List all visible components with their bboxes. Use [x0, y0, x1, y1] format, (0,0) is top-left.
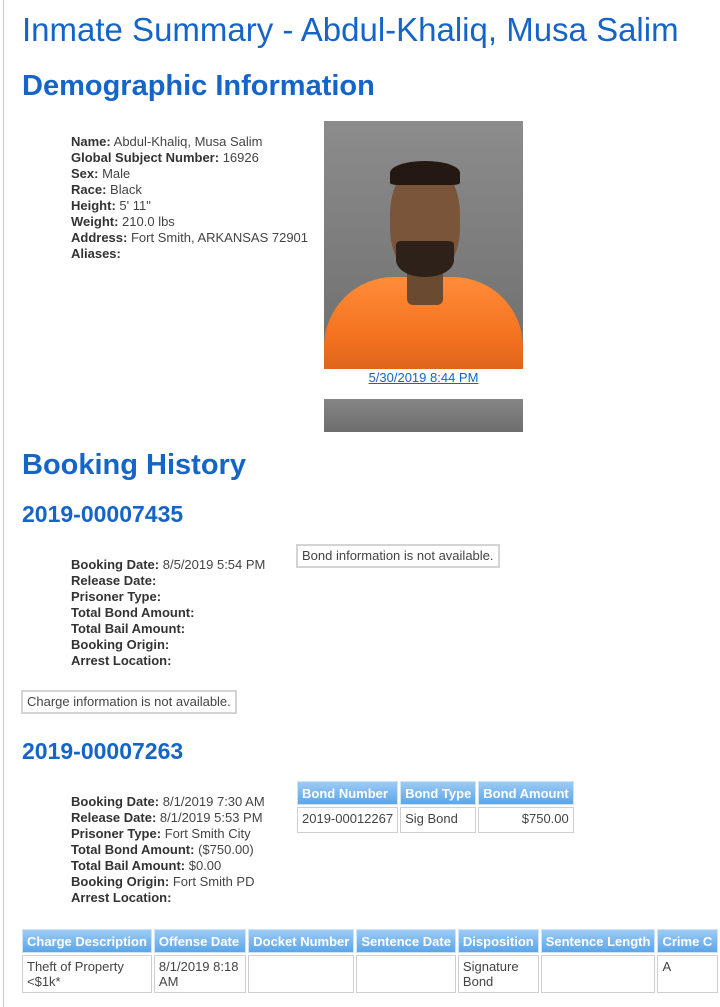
charge-notice: Charge information is not available. [21, 690, 237, 714]
release-date-row: Release Date: 8/1/2019 5:53 PM [71, 810, 263, 825]
offense-date-cell: 8/1/2019 8:18 AM [154, 955, 246, 993]
total-bond-row: Total Bond Amount: [71, 605, 195, 620]
col-bond-amount[interactable]: Bond Amount [478, 781, 573, 805]
table-row [22, 955, 718, 993]
col-offense-date[interactable]: Offense Date [154, 929, 246, 953]
address-value: Fort Smith, ARKANSAS 72901 [130, 230, 309, 245]
page-left-border [3, 0, 4, 1007]
subject-number-value: 16926 [222, 150, 259, 165]
col-charge-description[interactable]: Charge Description [22, 929, 152, 953]
race-value: Black [110, 182, 142, 197]
col-bond-number[interactable]: Bond Number [297, 781, 398, 805]
name-value: Abdul-Khaliq, Musa Salim [113, 134, 263, 149]
arrest-location-row: Arrest Location: [71, 890, 172, 905]
photo-beard [396, 241, 454, 277]
booking-origin-row: Booking Origin: Fort Smith PD [71, 874, 255, 889]
sentence-length-cell [541, 955, 656, 993]
total-bail-row: Total Bail Amount: [71, 621, 186, 636]
mugshot-photo[interactable] [324, 121, 523, 369]
col-crime-class[interactable]: Crime C [657, 929, 718, 953]
weight-value: 210.0 lbs [122, 214, 175, 229]
table-row [297, 807, 574, 833]
charge-table-container [20, 927, 720, 1007]
booking-details [71, 557, 265, 669]
sentence-date-cell [356, 955, 456, 993]
bond-table [295, 779, 576, 835]
mugshot-photo-2[interactable] [324, 399, 523, 432]
bond-type-cell: Sig Bond [400, 807, 476, 833]
docket-number-cell [248, 955, 354, 993]
prisoner-type-row: Prisoner Type: Fort Smith City [71, 826, 251, 841]
demographic-details [71, 134, 308, 262]
booking-number: 2019-00007263 [22, 738, 184, 764]
subject-number-row: Global Subject Number: 16926 [71, 150, 259, 165]
total-bond-row: Total Bond Amount: ($750.00) [71, 842, 254, 857]
name-row: Name: Abdul-Khaliq, Musa Salim [71, 134, 263, 149]
crime-class-cell: A [657, 955, 718, 993]
booking-details [71, 794, 265, 906]
race-row: Race: Black [71, 182, 142, 197]
prisoner-type-row: Prisoner Type: [71, 589, 162, 604]
address-row: Address: Fort Smith, ARKANSAS 72901 [71, 230, 309, 245]
disposition-cell: Signature Bond [458, 955, 539, 993]
col-disposition[interactable]: Disposition [458, 929, 539, 953]
page-title: Inmate Summary - Abdul-Khaliq, Musa Salim [22, 11, 679, 48]
aliases-row: Aliases: [71, 246, 121, 261]
booking-origin-row: Booking Origin: [71, 637, 170, 652]
total-bail-row: Total Bail Amount: $0.00 [71, 858, 222, 873]
col-docket-number[interactable]: Docket Number [248, 929, 354, 953]
bond-notice: Bond information is not available. [296, 544, 500, 568]
charge-table [20, 927, 720, 995]
charge-table-header [22, 929, 718, 953]
bond-amount-cell: $750.00 [478, 807, 573, 833]
arrest-location-row: Arrest Location: [71, 653, 172, 668]
photo-date-link[interactable]: 5/30/2019 8:44 PM [368, 370, 479, 385]
height-row: Height: 5' 11" [71, 198, 151, 213]
release-date-row: Release Date: [71, 573, 157, 588]
demographic-heading: Demographic Information [22, 70, 375, 102]
booking-number: 2019-00007435 [22, 501, 184, 527]
photo-hair [390, 161, 460, 185]
booking-date-row: Booking Date: 8/1/2019 7:30 AM [71, 794, 265, 809]
charge-description-cell: Theft of Property <$1k* [22, 955, 152, 993]
col-sentence-date[interactable]: Sentence Date [356, 929, 456, 953]
sex-value: Male [102, 166, 131, 181]
col-bond-type[interactable]: Bond Type [400, 781, 476, 805]
weight-row: Weight: 210.0 lbs [71, 214, 175, 229]
height-value: 5' 11" [119, 198, 151, 213]
bond-table-header [297, 781, 574, 805]
booking-history-heading: Booking History [22, 449, 246, 481]
bond-number-cell: 2019-00012267 [297, 807, 398, 833]
sex-row: Sex: Male [71, 166, 131, 181]
col-sentence-length[interactable]: Sentence Length [541, 929, 656, 953]
booking-date-row: Booking Date: 8/5/2019 5:54 PM [71, 557, 266, 572]
